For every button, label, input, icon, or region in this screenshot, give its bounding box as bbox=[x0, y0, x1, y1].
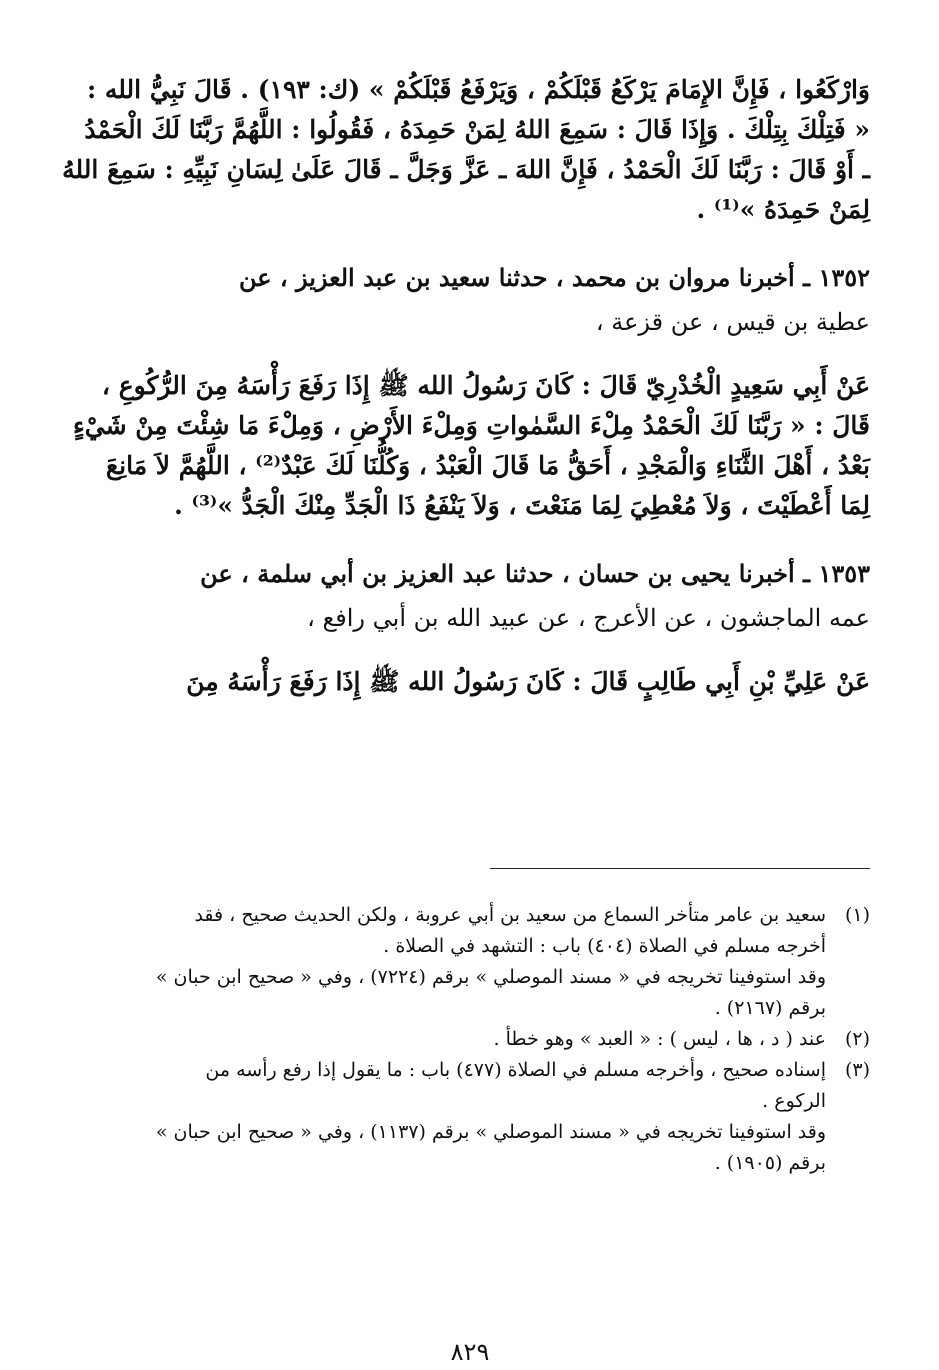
hadith-1353 bbox=[70, 552, 870, 702]
footnote-line: وقد استوفينا تخريجه في « مسند الموصلي » برقم (١١٣٧) ، وفي « صحيح ابن حبان » bbox=[155, 1121, 826, 1143]
footnote-text bbox=[70, 1055, 826, 1179]
text-line: عمه الماجشون ، عن الأعرج ، عن عبيد الله بن أبي رافع ، bbox=[307, 604, 870, 632]
footnote-line: الركوع . bbox=[762, 1090, 826, 1112]
footnote-line: أخرجه مسلم في الصلاة (٤٠٤) باب : التشهد في الصلاة . bbox=[383, 935, 826, 957]
footnotes bbox=[70, 900, 870, 1179]
footnote-line: عند ( د ، ها ، ليس ) : « العبد » وهو خطأ . bbox=[493, 1028, 826, 1050]
text-line: عَنْ عَلِيِّ بْنِ أَبِي طَالِبٍ قَالَ : كَانَ رَسُولُ الله ﷺ إِذَا رَفَعَ رَأْسَهُ مِنَ bbox=[186, 667, 870, 696]
text-line: قَالَ : « رَبَّنَا لَكَ الْحَمْدُ مِلْءَ السَّمٰواتِ وَمِلْءَ الأَرْضِ ، وَمِلْءَ مَا شِئْتَ مِنْ شَيْءٍ bbox=[73, 411, 870, 440]
footnote-number: (١) bbox=[844, 904, 870, 926]
text-line: وَارْكَعُوا ، فَإِنَّ الإِمَامَ يَرْكَعُ قَبْلَكُمْ ، وَيَرْفَعُ قَبْلَكُمْ » (ك: ١٩٣) . قَالَ نَبِيُّ الله : bbox=[86, 75, 870, 104]
footnote-line: إسناده صحيح ، وأخرجه مسلم في الصلاة (٤٧٧) باب : ما يقول إذا رفع رأسه من bbox=[205, 1059, 826, 1081]
text-line: لِمَنْ حَمِدَهُ »⁽¹⁾ . bbox=[696, 195, 870, 224]
footnote-text bbox=[70, 900, 826, 1024]
footnote-number: (٢) bbox=[844, 1028, 870, 1050]
isnad-1353 bbox=[70, 552, 870, 640]
footnote-3 bbox=[70, 1055, 870, 1179]
footnote-text bbox=[70, 1024, 826, 1055]
matn-1353 bbox=[70, 662, 870, 702]
text-line: عَنْ أَبِي سَعِيدٍ الْخُدْرِيّ قَالَ : كَانَ رَسُولُ الله ﷺ إِذَا رَفَعَ رَأْسَهُ مِنَ الرُّكُوعِ ، bbox=[101, 371, 870, 400]
footnote-line: سعيد بن عامر متأخر السماع من سعيد بن أبي عروبة ، ولكن الحديث صحيح ، فقد bbox=[194, 904, 826, 926]
footnote-2 bbox=[70, 1024, 870, 1055]
text-line: ١٣٥٣ ـ أخبرنا يحيى بن حسان ، حدثنا عبد العزيز بن أبي سلمة ، عن bbox=[200, 559, 870, 588]
footnote-line: برقم (٢١٦٧) . bbox=[714, 997, 826, 1019]
footnote-1 bbox=[70, 900, 870, 1024]
matn-1352 bbox=[70, 366, 870, 526]
continued-hadith-text bbox=[62, 70, 870, 230]
text-line: « فَتِلْكَ بِتِلْكَ . وَإِذَا قَالَ : سَمِعَ اللهُ لِمَنْ حَمِدَهُ ، فَقُولُوا : اللَّهُمَّ رَبَّنَا لَكَ الْحَمْدُ bbox=[84, 115, 870, 144]
footnote-number: (٣) bbox=[844, 1059, 870, 1081]
text-line: ١٣٥٢ ـ أخبرنا مروان بن محمد ، حدثنا سعيد بن عبد العزيز ، عن bbox=[238, 263, 870, 292]
text-line: لِمَا أَعْطَيْتَ ، وَلاَ مُعْطِيَ لِمَا مَنَعْتَ ، وَلاَ يَنْفَعُ ذَا الْجَدِّ مِنْكَ الْجَدُّ »⁽³⁾ . bbox=[174, 491, 870, 520]
text-line: ـ أَوْ قَالَ : رَبَّنَا لَكَ الْحَمْدُ ، فَإِنَّ اللهَ ـ عَزَّ وَجَلَّ ـ قَالَ عَلَىٰ لِسَانِ نَبِيِّهِ : سَمِعَ اللهُ bbox=[62, 155, 870, 184]
footnote-separator bbox=[490, 868, 870, 869]
footnote-line: وقد استوفينا تخريجه في « مسند الموصلي » برقم (٧٢٢٤) ، وفي « صحيح ابن حبان » bbox=[155, 966, 826, 988]
text-line: بَعْدُ ، أَهْلَ الثَّنَاءِ وَالْمَجْدِ ، أَحَقُّ مَا قَالَ الْعَبْدُ ، وَكُلُّنَا لَكَ عَبْدٌ⁽²⁾ ، اللَّهُمَّ لاَ مَانِعَ bbox=[105, 451, 870, 480]
page-number: ٨٢٩ bbox=[450, 1338, 490, 1366]
hadith-1352 bbox=[70, 256, 870, 526]
page-body bbox=[62, 70, 870, 1366]
footnote-line: برقم (١٩٠٥) . bbox=[714, 1152, 826, 1174]
isnad-1352 bbox=[70, 256, 870, 344]
text-line: عطية بن قيس ، عن قزعة ، bbox=[595, 308, 870, 336]
